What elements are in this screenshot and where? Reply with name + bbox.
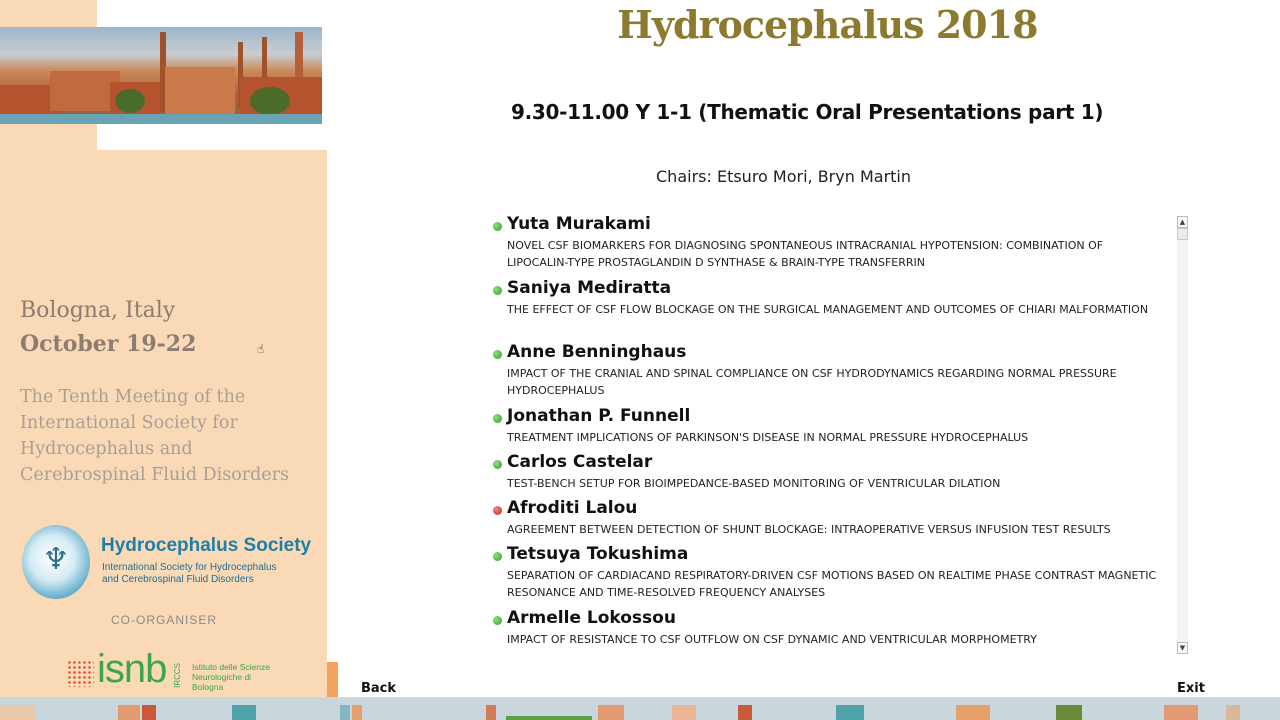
scroll-up-arrow-icon[interactable]: ▲	[1177, 216, 1188, 228]
isnb-dots-logo-icon	[67, 660, 94, 687]
presentation-title[interactable]: SEPARATION OF CARDIACAND RESPIRATORY-DRIVEN CSF MOTIONS BASED ON REALTIME PHASE CONTRAST MAGNETIC RESONANCE AND TIME-RESOLVED FREQUENCY ANALYSES	[507, 569, 1157, 599]
isnb-subtitle: Istituto delle Scienze Neurologiche di Bologna	[192, 662, 270, 692]
list-scrollbar[interactable]	[1177, 216, 1188, 654]
speaker-name[interactable]: Anne Benninghaus	[507, 342, 687, 362]
mouse-pointer-icon: ☝	[257, 342, 265, 356]
status-dot-icon	[493, 616, 502, 625]
status-dot-icon	[493, 414, 502, 423]
presentation-title[interactable]: TEST-BENCH SETUP FOR BIOIMPEDANCE-BASED MONITORING OF VENTRICULAR DILATION	[507, 477, 1001, 490]
status-dot-icon	[493, 460, 502, 469]
status-dot-icon	[493, 552, 502, 561]
speaker-name[interactable]: Carlos Castelar	[507, 452, 653, 472]
speaker-name[interactable]: Jonathan P. Funnell	[507, 406, 691, 426]
isnb-logo-text: isnb	[97, 647, 167, 691]
speaker-name[interactable]: Armelle Lokossou	[507, 608, 676, 628]
presentation-title[interactable]: AGREEMENT BETWEEN DETECTION OF SHUNT BLOCKAGE: INTRAOPERATIVE VERSUS INFUSION TEST RESULTS	[507, 523, 1111, 536]
society-subtitle-line2: and Cerebrospinal Fluid Disorders	[102, 574, 254, 585]
status-dot-icon	[493, 350, 502, 359]
status-dot-icon	[493, 222, 502, 231]
session-chairs: Chairs: Etsuro Mori, Bryn Martin	[656, 167, 911, 186]
presentation-title[interactable]: TREATMENT IMPLICATIONS OF PARKINSON'S DISEASE IN NORMAL PRESSURE HYDROCEPHALUS	[507, 431, 1029, 444]
co-organiser-label: CO-ORGANISER	[111, 613, 218, 627]
society-subtitle-line1: International Society for Hydrocephalus	[102, 562, 277, 573]
society-name: Hydrocephalus Society	[101, 535, 312, 556]
orange-accent-bar	[327, 662, 338, 700]
conference-title: Hydrocephalus 2018	[617, 2, 1038, 47]
event-dates: October 19-22	[20, 331, 197, 357]
event-location: Bologna, Italy	[20, 298, 176, 323]
scroll-down-arrow-icon[interactable]: ▼	[1177, 642, 1188, 654]
status-dot-icon	[493, 506, 502, 515]
speaker-name[interactable]: Yuta Murakami	[507, 214, 651, 234]
presentation-list[interactable]	[490, 214, 1170, 654]
session-title: 9.30-11.00 Y 1-1 (Thematic Oral Presentations part 1)	[511, 100, 1104, 124]
society-figure-icon: ♆	[42, 542, 70, 577]
status-dot-icon	[493, 286, 502, 295]
presentation-title[interactable]: IMPACT OF RESISTANCE TO CSF OUTFLOW ON CSF DYNAMIC AND VENTRICULAR MORPHOMETRY	[507, 633, 1037, 646]
photo-color-strip	[0, 114, 322, 124]
exit-button[interactable]: Exit	[1177, 681, 1205, 696]
presentation-title[interactable]: NOVEL CSF BIOMARKERS FOR DIAGNOSING SPONTANEOUS INTRACRANIAL HYPOTENSION: COMBINATION OF LIPOCALIN-TYPE PROSTAGLANDIN D SYNTHASE & BRAIN-TYPE TRANSFERRIN	[507, 239, 1104, 269]
speaker-name[interactable]: Saniya Mediratta	[507, 278, 672, 298]
bologna-city-photo	[0, 27, 322, 124]
presentation-title[interactable]: IMPACT OF THE CRANIAL AND SPINAL COMPLIANCE ON CSF HYDRODYNAMICS REGARDING NORMAL PRESSURE HYDROCEPHALUS	[507, 367, 1117, 397]
presentation-title[interactable]: THE EFFECT OF CSF FLOW BLOCKAGE ON THE SURGICAL MANAGEMENT AND OUTCOMES OF CHIARI MALFORMATION	[507, 303, 1149, 316]
speaker-name[interactable]: Tetsuya Tokushima	[507, 544, 689, 564]
scroll-thumb[interactable]	[1177, 228, 1188, 240]
back-button[interactable]: Back	[361, 681, 397, 696]
isnb-irccs-label: IRCCS	[173, 663, 182, 688]
meeting-description: The Tenth Meeting of the International Society for Hydrocephalus and Cerebrospinal Fluid Disorders	[20, 387, 290, 485]
bottom-decorative-band	[0, 697, 1280, 720]
speaker-name[interactable]: Afroditi Lalou	[507, 498, 638, 518]
